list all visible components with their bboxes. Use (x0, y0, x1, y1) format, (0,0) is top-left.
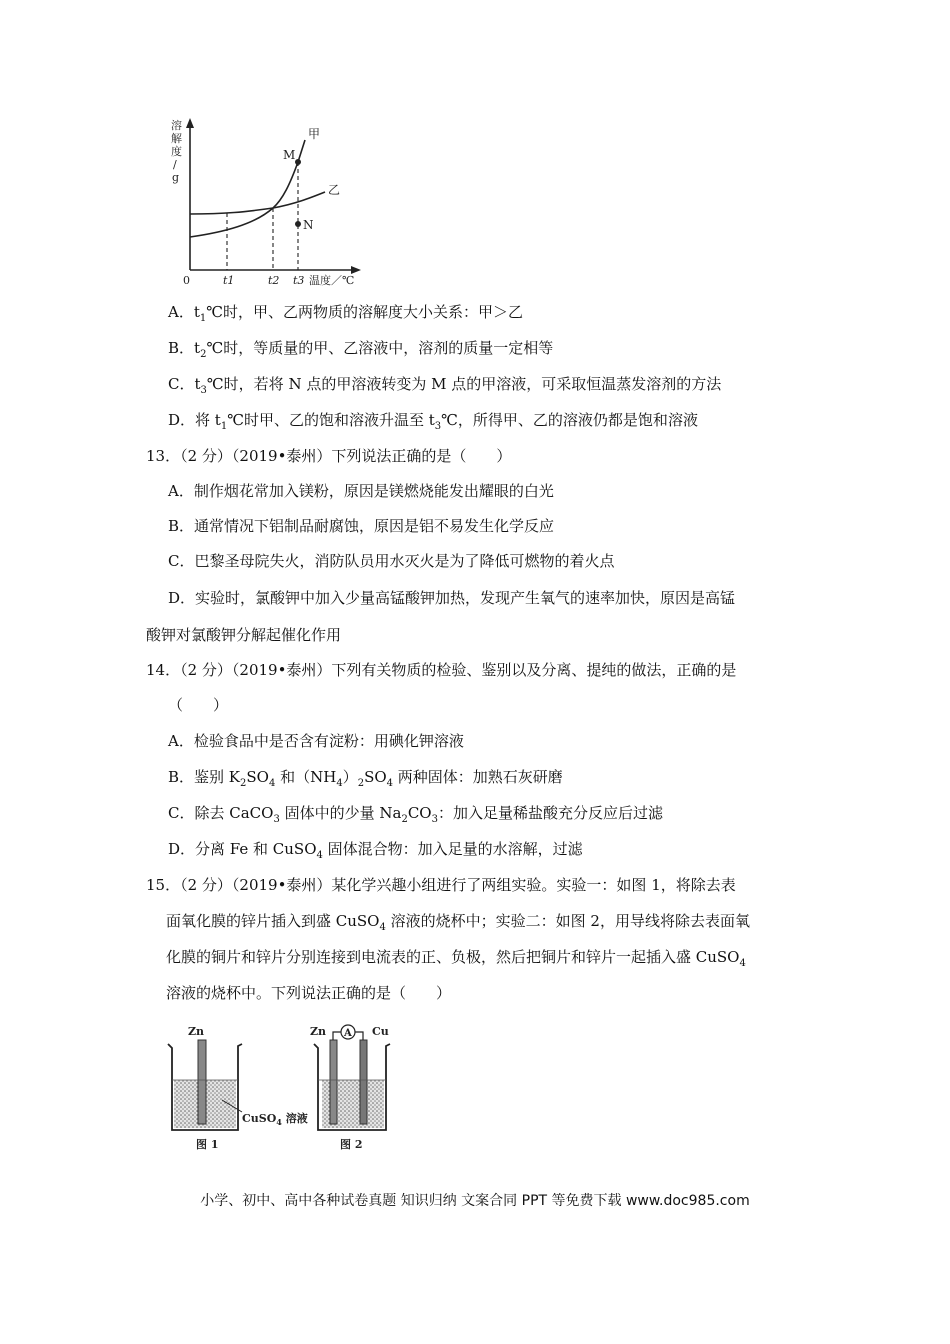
q14-option-d (168, 838, 583, 860)
ammeter-label: A (344, 1028, 352, 1039)
q12-option-c (168, 373, 721, 395)
t1-label: t1 (223, 274, 235, 287)
q13-option-a: A．制作烟花常加入镁粉，原因是镁燃烧能发出耀眼的白光 (168, 482, 554, 500)
q14-option-a: A．检验食品中是否含有淀粉：用碘化钾溶液 (168, 732, 464, 750)
question-number: 13． (146, 447, 181, 465)
subscript: 4 (379, 922, 386, 933)
option-text: ℃时甲、乙的饱和溶液升温至 t (227, 411, 435, 429)
q15-stem-line-2 (166, 910, 750, 932)
option-text: C．除去 CaCO (168, 804, 274, 822)
option-text: D．分离 Fe 和 CuSO (168, 840, 317, 858)
question-stem: （2 分）（2019•泰州）下列有关物质的检验、鉴别以及分离、提纯的做法，正确的是 (180, 661, 737, 679)
option-text: ℃时，甲、乙两物质的溶解度大小关系：甲＞乙 (206, 303, 524, 321)
point-m (295, 159, 301, 165)
option-text: SO (246, 768, 269, 786)
question-stem: 化膜的铜片和锌片分别连接到电流表的正、负极，然后把铜片和锌片一起插入盛 CuSO (166, 948, 740, 966)
option-text: 和（NH (275, 768, 337, 786)
t3-label: t3 (293, 274, 305, 287)
q13-option-c: C．巴黎圣母院失火，消防队员用水灭火是为了降低可燃物的着火点 (168, 552, 615, 570)
question-stem: 面氧化膜的锌片插入到盛 CuSO (166, 912, 380, 930)
option-text: ） (342, 768, 358, 786)
q15-stem-line-1 (146, 874, 736, 896)
q12-option-b (168, 337, 553, 359)
y-axis-label-1: 溶 (171, 119, 182, 132)
zinc-strip-2 (330, 1040, 337, 1124)
option-text: CO (407, 804, 432, 822)
option-text: B．鉴别 K (168, 768, 240, 786)
q12-option-a (168, 301, 523, 323)
subscript: 2 (357, 778, 365, 789)
q13-stem (146, 445, 511, 467)
q14-answer-paren: （ ） (168, 696, 229, 714)
curve-yi (190, 192, 325, 214)
subscript: 4 (336, 778, 343, 789)
question-stem: （2 分）（2019•泰州）某化学兴趣小组进行了两组实验。实验一：如图 1，将除去表 (180, 876, 736, 894)
option-text: ℃时，若将 N 点的甲溶液转变为 M 点的甲溶液，可采取恒温蒸发溶剂的方法 (206, 375, 722, 393)
zn-label-1: Zn (188, 1025, 205, 1038)
graph-axes (190, 124, 355, 270)
y-axis-label-4: / (173, 158, 177, 171)
origin-label: 0 (183, 274, 190, 287)
y-axis-label-3: 度 (171, 145, 182, 158)
subscript: 2 (240, 778, 247, 789)
q13-option-b: B．通常情况下铝制品耐腐蚀，原因是铝不易发生化学反应 (168, 517, 555, 535)
solubility-graph (165, 112, 380, 287)
subscript: 4 (268, 778, 276, 789)
subscript: 4 (386, 778, 394, 789)
cu-label: Cu (372, 1025, 389, 1038)
subscript: 1 (199, 313, 207, 324)
option-label: D． (168, 411, 196, 429)
subscript: 2 (401, 814, 408, 825)
beaker-figure (160, 1022, 405, 1154)
option-text: t (194, 375, 201, 393)
x-axis-arrow (351, 266, 361, 274)
subscript: 4 (739, 958, 746, 969)
fig1-caption: 图 1 (196, 1138, 219, 1151)
solution-label (242, 1111, 308, 1127)
option-text: t (194, 339, 201, 357)
option-text: 固体混合物：加入足量的水溶解，过滤 (322, 840, 583, 858)
beaker-1 (168, 1040, 242, 1130)
option-text: 固体中的少量 Na (279, 804, 402, 822)
option-text: 将 t (195, 411, 221, 429)
curve-yi-label: 乙 (328, 183, 341, 197)
y-axis-arrow (186, 118, 194, 128)
option-label: A． (168, 303, 194, 321)
solution-label-text: 溶液 (281, 1112, 308, 1125)
q14-stem (146, 659, 736, 681)
option-text: ：加入足量稀盐酸充分反应后过滤 (437, 804, 663, 822)
y-axis-label-5: g (172, 171, 180, 184)
subscript: 3 (273, 814, 280, 825)
subscript: 4 (276, 1117, 282, 1127)
q12-option-d (168, 409, 698, 431)
solution-label-text: CuSO (242, 1112, 277, 1125)
option-text: t (193, 303, 200, 321)
q15-stem-line-4: 溶液的烧杯中。下列说法正确的是（ ） (166, 984, 452, 1002)
option-text: SO (364, 768, 387, 786)
q14-option-b (168, 766, 563, 788)
question-number: 14． (146, 661, 181, 679)
point-n-label: N (303, 218, 314, 232)
question-number: 15． (146, 876, 181, 894)
curve-jia-label: 甲 (308, 127, 321, 141)
question-stem: 溶液的烧杯中；实验二：如图 2，用导线将除去表面氧 (385, 912, 750, 930)
page-footer: 小学、初中、高中各种试卷真题 知识归纳 文案合同 PPT 等免费下载 www.doc985.com (200, 1193, 750, 1209)
subscript: 4 (316, 850, 323, 861)
subscript: 3 (200, 385, 207, 396)
zn-label-2: Zn (310, 1025, 327, 1038)
beaker-2 (314, 1025, 390, 1130)
option-text: ℃，所得甲、乙的溶液仍都是饱和溶液 (441, 411, 698, 429)
option-text: ℃时，等质量的甲、乙溶液中，溶剂的质量一定相等 (206, 339, 554, 357)
subscript: 3 (431, 814, 438, 825)
y-axis-label-2: 解 (171, 132, 182, 145)
q13-option-d: D．实验时，氯酸钾中加入少量高锰酸钾加热，发现产生氧气的速率加快，原因是高锰 (168, 589, 736, 607)
fig2-caption: 图 2 (340, 1138, 363, 1151)
point-n (295, 221, 301, 227)
subscript: 3 (434, 421, 442, 432)
q15-stem-line-3 (166, 946, 746, 968)
zinc-strip-1 (198, 1040, 206, 1124)
t2-label: t2 (268, 274, 280, 287)
q13-option-d-continued: 酸钾对氯酸钾分解起催化作用 (146, 626, 342, 644)
option-text: 两种固体：加熟石灰研磨 (393, 768, 563, 786)
option-label: B． (168, 339, 195, 357)
x-axis-label: 温度／℃ (309, 274, 355, 287)
option-label: C． (168, 375, 195, 393)
subscript: 1 (220, 421, 228, 432)
point-m-label: M (283, 148, 296, 162)
q14-option-c (168, 802, 663, 824)
copper-strip (360, 1040, 367, 1124)
question-stem: （2 分）（2019•泰州）下列说法正确的是（ ） (180, 447, 512, 465)
subscript: 2 (200, 349, 207, 360)
